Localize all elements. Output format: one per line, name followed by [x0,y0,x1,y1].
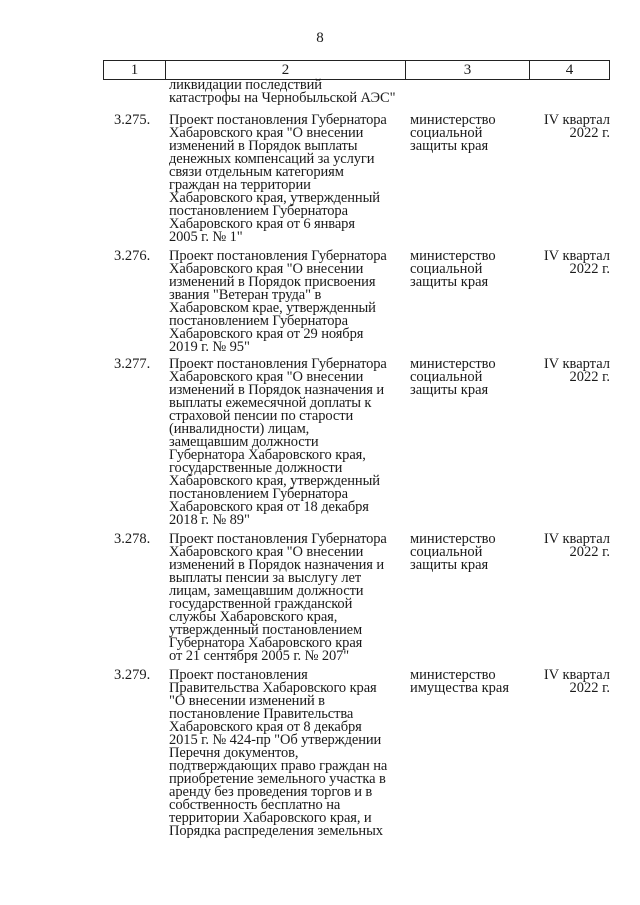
description-line: Правительства Хабаровского края [169,680,377,696]
row-term [530,533,610,559]
description-line: лицам, замещавшим должности [169,583,364,599]
description-line: связи отдельным категориям [169,164,344,180]
row-responsible [410,250,530,289]
description-line: подтверждающих право граждан на [169,758,388,774]
responsible-line: министерство [410,112,496,128]
description-line: изменений в Порядок назначения и [169,382,385,398]
continuation-line: катастрофы на Чернобыльской АЭС" [169,90,396,106]
description-line: Хабаровского края "О внесении [169,261,364,277]
description-line: постановлением Губернатора [169,486,348,502]
description-line: изменений в Порядок назначения и [169,557,385,573]
row-number: 3.278. [114,531,151,547]
description-line: постановлением Губернатора [169,313,348,329]
responsible-line: министерство [410,531,496,547]
description-line: Проект постановления Губернатора [169,112,387,128]
description-line: Проект постановления Губернатора [169,248,387,264]
description-line: звания "Ветеран труда" в [169,287,322,303]
term-line: 2022 г. [569,544,610,560]
description-line: Проект постановления [169,667,308,683]
continuation-text [169,79,409,105]
responsible-line: социальной [410,261,483,277]
description-line: государственные должности [169,460,343,476]
term-line: 2022 г. [569,125,610,141]
row-term [530,669,610,695]
description-line: Хабаровского края от 29 ноября [169,326,364,342]
row-term [530,114,610,140]
description-line: Хабаровского края, утвержденный [169,190,380,206]
description-line: денежных компенсаций за услуги [169,151,375,167]
description-line: постановление Правительства [169,706,354,722]
description-line: страховой пенсии по старости [169,408,354,424]
column-header-1: 1 [104,61,166,79]
description-line: Хабаровского края "О внесении [169,544,364,560]
column-header-3: 3 [406,61,530,79]
row-number: 3.276. [114,248,151,264]
description-line: (инвалидности) лицам, [169,421,310,437]
description-line: Хабаровского края от 6 января [169,216,355,232]
description-line: Проект постановления Губернатора [169,356,387,372]
description-line: Хабаровского края от 8 декабря [169,719,362,735]
description-line: службы Хабаровского края, [169,609,338,625]
term-line: IV квартал [543,531,610,547]
description-line: утвержденный постановлением [169,622,363,638]
term-line: 2022 г. [569,369,610,385]
description-line: от 21 сентября 2005 г. № 207" [169,648,350,664]
responsible-line: защиты края [410,138,489,154]
row-term [530,250,610,276]
row-description [169,533,409,663]
description-line: территории Хабаровского края, и [169,810,372,826]
description-line: выплаты ежемесячной доплаты к [169,395,372,411]
continuation-line: ликвидации последствий [169,77,322,93]
row-description [169,114,409,244]
description-line: Проект постановления Губернатора [169,531,387,547]
description-line: Хабаровского края "О внесении [169,125,364,141]
description-line: приобретение земельного участка в [169,771,386,787]
description-line: 2015 г. № 424-пр "Об утверждении [169,732,382,748]
row-description [169,250,409,354]
responsible-line: социальной [410,544,483,560]
column-header-2: 2 [166,61,406,79]
row-description [169,358,409,527]
description-line: 2018 г. № 89" [169,512,250,528]
description-line: государственной гражданской [169,596,353,612]
description-line: 2019 г. № 95" [169,339,250,355]
row-number: 3.279. [114,667,151,683]
row-responsible [410,114,530,153]
term-line: 2022 г. [569,261,610,277]
responsible-line: социальной [410,369,483,385]
term-line: IV квартал [543,356,610,372]
description-line: постановлением Губернатора [169,203,348,219]
responsible-line: социальной [410,125,483,141]
responsible-line: защиты края [410,382,489,398]
description-line: изменений в Порядок выплаты [169,138,358,154]
responsible-line: министерство [410,248,496,264]
term-line: 2022 г. [569,680,610,696]
responsible-line: министерство [410,667,496,683]
row-responsible [410,669,530,695]
description-line: граждан на территории [169,177,311,193]
description-line: Хабаровского края, утвержденный [169,473,380,489]
description-line: 2005 г. № 1" [169,229,243,245]
description-line: выплаты пенсии за выслугу лет [169,570,362,586]
row-description [169,669,409,838]
description-line: Хабаровском крае, утвержденный [169,300,376,316]
page-number: 8 [316,30,324,46]
description-line: изменений в Порядок присвоения [169,274,376,290]
responsible-line: министерство [410,356,496,372]
description-line: собственность бесплатно на [169,797,341,813]
description-line: Губернатора Хабаровского края [169,635,363,651]
description-line: Губернатора Хабаровского края, [169,447,366,463]
description-line: Перечня документов, [169,745,299,761]
responsible-line: имущества края [410,680,510,696]
responsible-line: защиты края [410,557,489,573]
row-responsible [410,533,530,572]
description-line: аренду без проведения торгов и в [169,784,373,800]
row-responsible [410,358,530,397]
row-term [530,358,610,384]
description-line: Хабаровского края от 18 декабря [169,499,369,515]
term-line: IV квартал [543,667,610,683]
column-header-4: 4 [565,62,574,78]
responsible-line: защиты края [410,274,489,290]
row-number: 3.277. [114,356,151,372]
description-line: замещавшим должности [169,434,319,450]
term-line: IV квартал [543,248,610,264]
row-number: 3.275. [114,112,151,128]
term-line: IV квартал [543,112,610,128]
description-line: Порядка распределения земельных [169,823,383,839]
description-line: "О внесении изменений в [169,693,325,709]
description-line: Хабаровского края "О внесении [169,369,364,385]
